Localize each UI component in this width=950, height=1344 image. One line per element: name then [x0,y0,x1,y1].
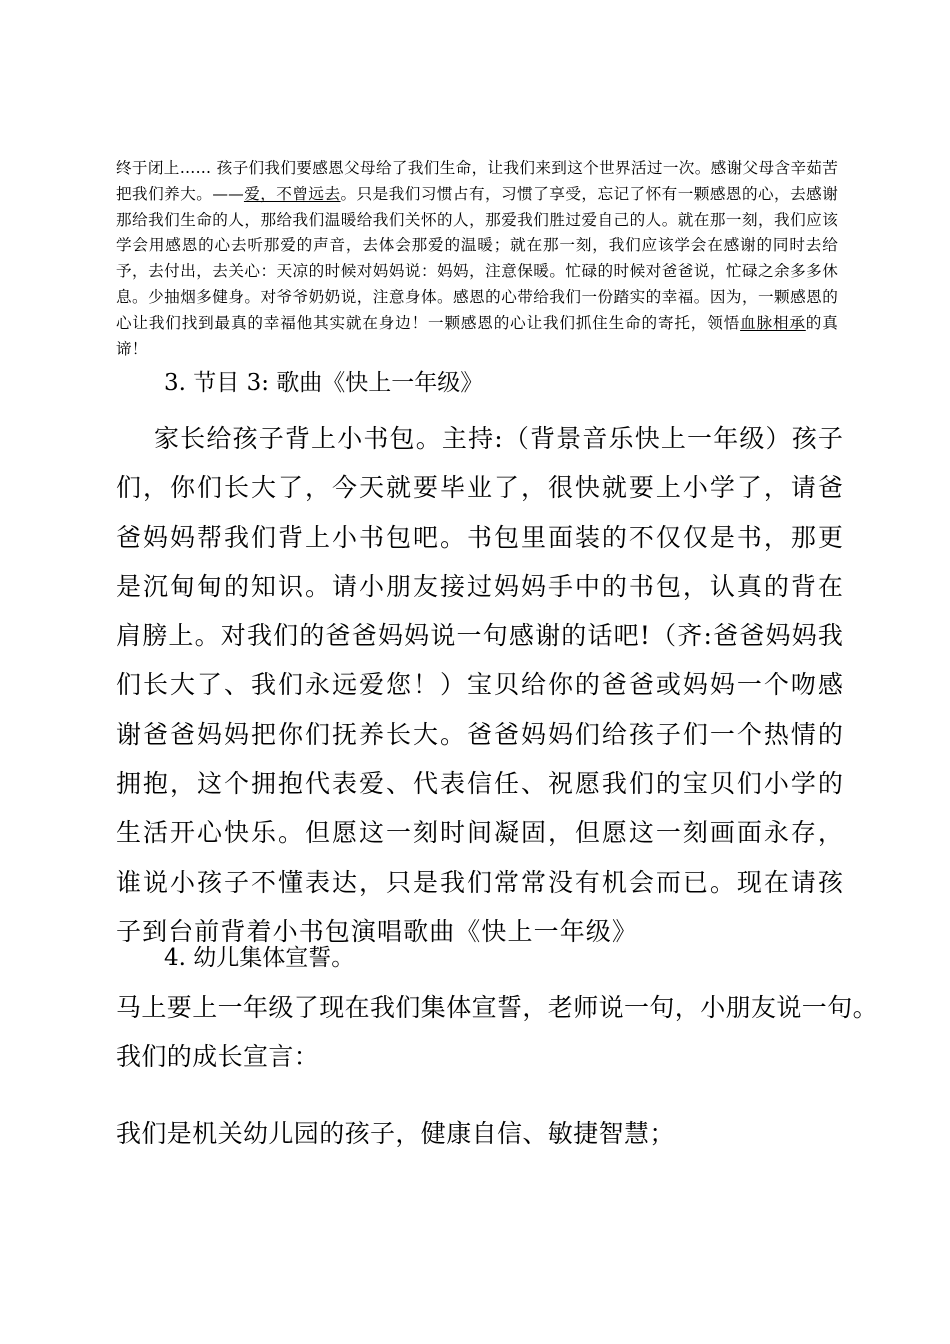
intro-text-3: 的真谛！ [116,313,838,358]
intro-text-2: 。只是我们习惯占有，习惯了享受，忘记了怀有一颗感恩的心，去感谢那给我们生命的人，那给我们温暖给我们关怀的人，那爱我们胜过爱自己的人。就在那一刻，我们应该学会用感恩的心去听那爱的声音，去体会那爱的温暖；就在那一刻，我们应该学会在感谢的同时去给予，去付出，去关心：天凉的时候对妈妈说：妈妈，注意保暖。忙碌的时候对爸爸说，忙碌之余多多休息。少抽烟多健身。对爷爷奶奶说，注意身体。感恩的心带给我们一份踏实的幸福。因为，一颗感恩的心让我们找到最真的幸福他其实就在身边！一颗感恩的心让我们抓住生命的寄托，领悟 [116,184,839,332]
intro-text-1: 终于闭上…… 孩子们我们要感恩父母给了我们生命，让我们来到这个世界活过一次。感谢父母含辛茹苦把我们养大。—— [116,159,838,203]
intro-underline-2: 血脉相承 [740,313,806,332]
section4-line-1: 马上要上一年级了现在我们集体宣誓，老师说一句，小朋友说一句。 [116,993,879,1022]
section3-heading: 3. 节目 3: 歌曲《快上一年级》 [164,370,484,396]
intro-underline-1: 爱，不曾远去 [243,184,341,203]
intro-paragraph [116,156,838,362]
section4-heading: 4. 幼儿集体宣誓。 [164,945,355,971]
section4-line-3: 我们是机关幼儿园的孩子，健康自信、敏捷智慧； [116,1119,675,1148]
section3-paragraph: 家长给孩子背上小书包。主持:（背景音乐快上一年级）孩子们，你们长大了，今天就要毕业了，很快就要上小学了，请爸爸妈妈帮我们背上小书包吧。书包里面装的不仅仅是书，那更是沉甸甸的知识。请小朋友接过妈妈手中的书包，认真的背在肩膀上。对我们的爸爸妈妈说一句感谢的话吧!（齐:爸爸妈妈我们长大了、我们永远爱您！）宝贝给你的爸爸或妈妈一个吻感谢爸爸妈妈把你们抚养长大。爸爸妈妈们给孩子们一个热情的拥抱，这个拥抱代表爱、代表信任、祝愿我们的宝贝们小学的生活开心快乐。但愿这一刻时间凝固，但愿这一刻画面永存，谁说小孩子不懂表达，只是我们常常没有机会而已。现在请孩子到台前背着小书包演唱歌曲《快上一年级》 [116,424,844,946]
section4-line-2: 我们的成长宣言： [116,1042,320,1071]
